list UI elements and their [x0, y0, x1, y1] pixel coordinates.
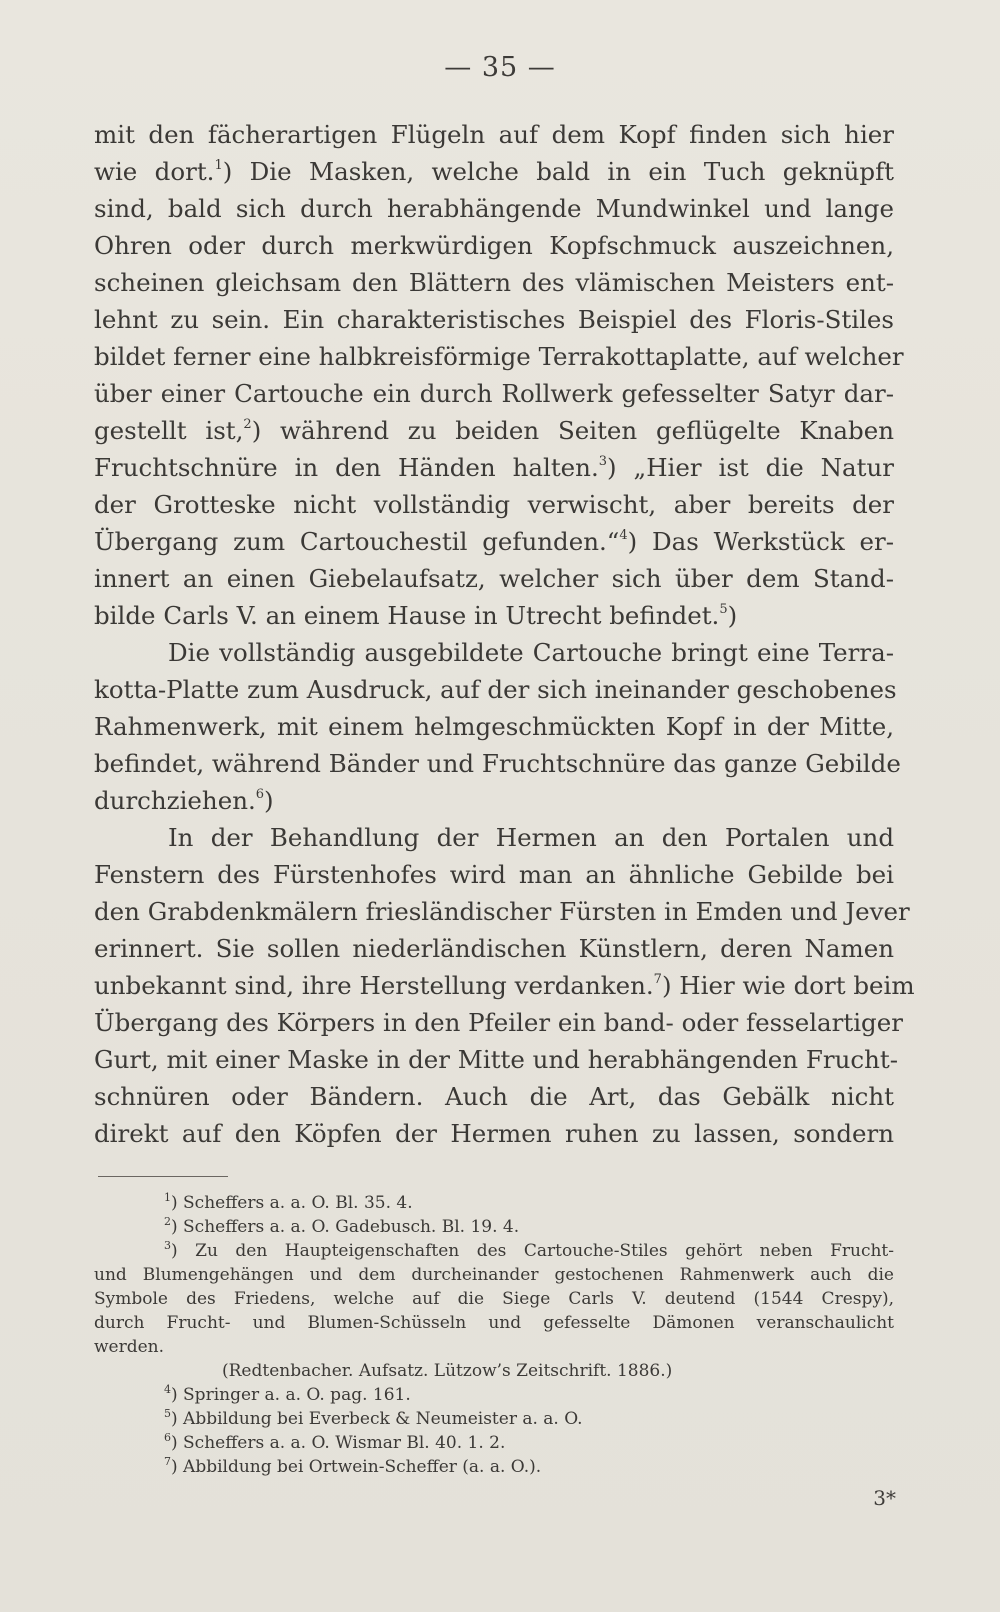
text-run: und Blumengehängen und dem durcheinander gestochenen Rahmenwerk auch die — [94, 1265, 894, 1285]
text-run: (Redtenbacher. Aufsatz. Lützow’s Zeitschrift. 1886.) — [222, 1361, 673, 1381]
footnote-line — [94, 1287, 894, 1311]
text-run: den Grabdenkmälern friesländischer Fürsten in Emden und Jever — [94, 897, 910, 926]
text-line — [94, 264, 894, 301]
text-run: erinnert. Sie sollen niederländischen Künstlern, deren Namen — [94, 934, 894, 963]
text-line — [94, 227, 894, 264]
footnote-marker: 6 — [164, 1431, 171, 1444]
text-run: mit den fächerartigen Flügeln auf dem Kopf finden sich hier — [94, 120, 894, 149]
footnote-marker: 3 — [598, 454, 608, 469]
text-line — [94, 190, 894, 227]
text-line — [94, 375, 894, 412]
text-line — [94, 745, 901, 782]
footnote-separator — [98, 1176, 228, 1177]
footnote-line — [94, 1263, 894, 1287]
text-run: unbekannt sind, ihre Herstellung verdanken. — [94, 971, 654, 1000]
text-run: ) Springer a. a. O. pag. 161. — [171, 1385, 411, 1405]
text-run: sind, bald sich durch herabhängende Mundwinkel und lange — [94, 194, 894, 223]
footnote-line — [94, 1191, 894, 1215]
text-run: Ohren oder durch merkwürdigen Kopfschmuck auszeichnen, — [94, 231, 894, 260]
text-line — [94, 449, 894, 486]
text-run: ) — [264, 786, 274, 815]
text-run: ) Hier wie dort beim — [661, 971, 915, 1000]
text-run: ) Scheffers a. a. O. Bl. 35. 4. — [171, 1193, 413, 1213]
text-line — [94, 1078, 894, 1115]
text-run: Die vollständig ausgebildete Cartouche bringt eine Terra- — [168, 638, 894, 667]
text-run: bildet ferner eine halbkreisförmige Terrakottaplatte, auf welcher — [94, 342, 904, 371]
footnote-marker: 5 — [164, 1407, 171, 1420]
text-run: ) Die Masken, welche bald in ein Tuch geknüpft — [222, 157, 894, 186]
text-run: schnüren oder Bändern. Auch die Art, das Gebälk nicht — [94, 1082, 894, 1111]
footnote-marker: 7 — [653, 972, 662, 987]
text-run: ) — [727, 601, 738, 630]
footnote-marker: 1 — [214, 158, 223, 173]
text-line — [94, 523, 894, 560]
text-run: Fenstern des Fürstenhofes wird man an ähnliche Gebilde bei — [94, 860, 894, 889]
text-run: ) Scheffers a. a. O. Wismar Bl. 40. 1. 2. — [171, 1433, 506, 1453]
footnote-line — [94, 1455, 894, 1479]
footnote-line — [94, 1431, 894, 1455]
text-line — [94, 597, 894, 634]
text-run: Rahmenwerk, mit einem helmgeschmückten Kopf in der Mitte, — [94, 712, 894, 741]
footnote-line — [94, 1335, 894, 1359]
text-run: über einer Cartouche ein durch Rollwerk gefesselter Satyr dar- — [94, 379, 894, 408]
text-line — [94, 782, 894, 819]
text-line — [94, 116, 894, 153]
text-run: gestellt ist, — [94, 416, 244, 445]
text-run: bilde Carls V. an einem Hause in Utrecht befindet. — [94, 601, 720, 630]
text-line — [94, 634, 894, 671]
text-line — [94, 412, 894, 449]
text-line — [94, 856, 894, 893]
text-run: Fruchtschnüre in den Händen halten. — [94, 453, 599, 482]
text-run: ) Scheffers a. a. O. Gadebusch. Bl. 19. 4. — [171, 1217, 520, 1237]
footnote-line — [94, 1215, 894, 1239]
text-line — [94, 1115, 894, 1152]
text-run: innert an einen Giebelaufsatz, welcher sich über dem Stand- — [94, 564, 894, 593]
text-line — [94, 560, 894, 597]
footnote-marker: 6 — [255, 787, 265, 802]
text-run: kotta-Platte zum Ausdruck, auf der sich ineinander geschobenes — [94, 675, 897, 704]
signature-mark: 3* — [873, 1486, 896, 1510]
text-line — [94, 153, 894, 190]
text-line — [94, 1004, 903, 1041]
text-run: direkt auf den Köpfen der Hermen ruhen zu lassen, sondern — [94, 1119, 894, 1148]
footnote-marker: 2 — [164, 1215, 171, 1228]
text-line — [94, 893, 910, 930]
text-line — [94, 930, 894, 967]
text-run: Übergang des Körpers in den Pfeiler ein band- oder fesselartiger — [94, 1008, 903, 1037]
text-run: durch Frucht- und Blumen-Schüsseln und gefesselte Dämonen veranschaulicht — [94, 1313, 894, 1333]
text-run: lehnt zu sein. Ein charakteristisches Beispiel des Floris-Stiles — [94, 305, 894, 334]
footnote-marker: 1 — [164, 1191, 171, 1204]
footnote-line — [94, 1359, 894, 1383]
footnote-marker: 2 — [243, 417, 252, 432]
footnote-line — [94, 1311, 894, 1335]
footnote-line — [94, 1383, 894, 1407]
text-run: ) „Hier ist die Natur — [607, 453, 894, 482]
text-run: ) während zu beiden Seiten geflügelte Knaben — [251, 416, 895, 445]
footnote-line — [94, 1407, 894, 1431]
text-run: ) Abbildung bei Everbeck & Neumeister a. a. O. — [171, 1409, 583, 1429]
footnote-marker: 7 — [164, 1455, 171, 1468]
text-run: ) Das Werkstück er- — [627, 527, 894, 556]
page-number: — 35 — — [444, 52, 556, 83]
text-run: der Grotteske nicht vollständig verwischt, aber bereits der — [94, 490, 894, 519]
text-run: wie dort. — [94, 157, 215, 186]
footnote-line — [94, 1239, 894, 1263]
text-line — [94, 819, 894, 856]
footnotes — [94, 1191, 894, 1479]
text-run: Symbole des Friedens, welche auf die Siege Carls V. deutend (1544 Crespy), — [94, 1289, 894, 1309]
text-run: ) Abbildung bei Ortwein-Scheffer (a. a. O.). — [171, 1457, 542, 1477]
text-run: In der Behandlung der Hermen an den Portalen und — [168, 823, 894, 852]
text-line — [94, 338, 904, 375]
footnote-marker: 4 — [164, 1383, 171, 1396]
text-run: Gurt, mit einer Maske in der Mitte und herabhängenden Frucht- — [94, 1045, 898, 1074]
main-text — [94, 116, 915, 1152]
text-line — [94, 671, 897, 708]
text-run: durchziehen. — [94, 786, 256, 815]
text-run: Übergang zum Cartouchestil gefunden.“ — [94, 527, 620, 556]
text-run: scheinen gleichsam den Blättern des vlämischen Meisters ent- — [94, 268, 894, 297]
text-run: werden. — [94, 1337, 165, 1357]
text-line — [94, 301, 894, 338]
footnote-marker: 5 — [719, 602, 728, 617]
text-line — [94, 1041, 898, 1078]
text-line — [94, 486, 894, 523]
text-line — [94, 967, 915, 1004]
footnote-marker: 3 — [164, 1239, 171, 1252]
text-run: ) Zu den Haupteigenschaften des Cartouche-Stiles gehört neben Frucht- — [171, 1241, 894, 1261]
text-run: befindet, während Bänder und Fruchtschnüre das ganze Gebilde — [94, 749, 901, 778]
footnote-marker: 4 — [619, 528, 628, 543]
text-line — [94, 708, 894, 745]
